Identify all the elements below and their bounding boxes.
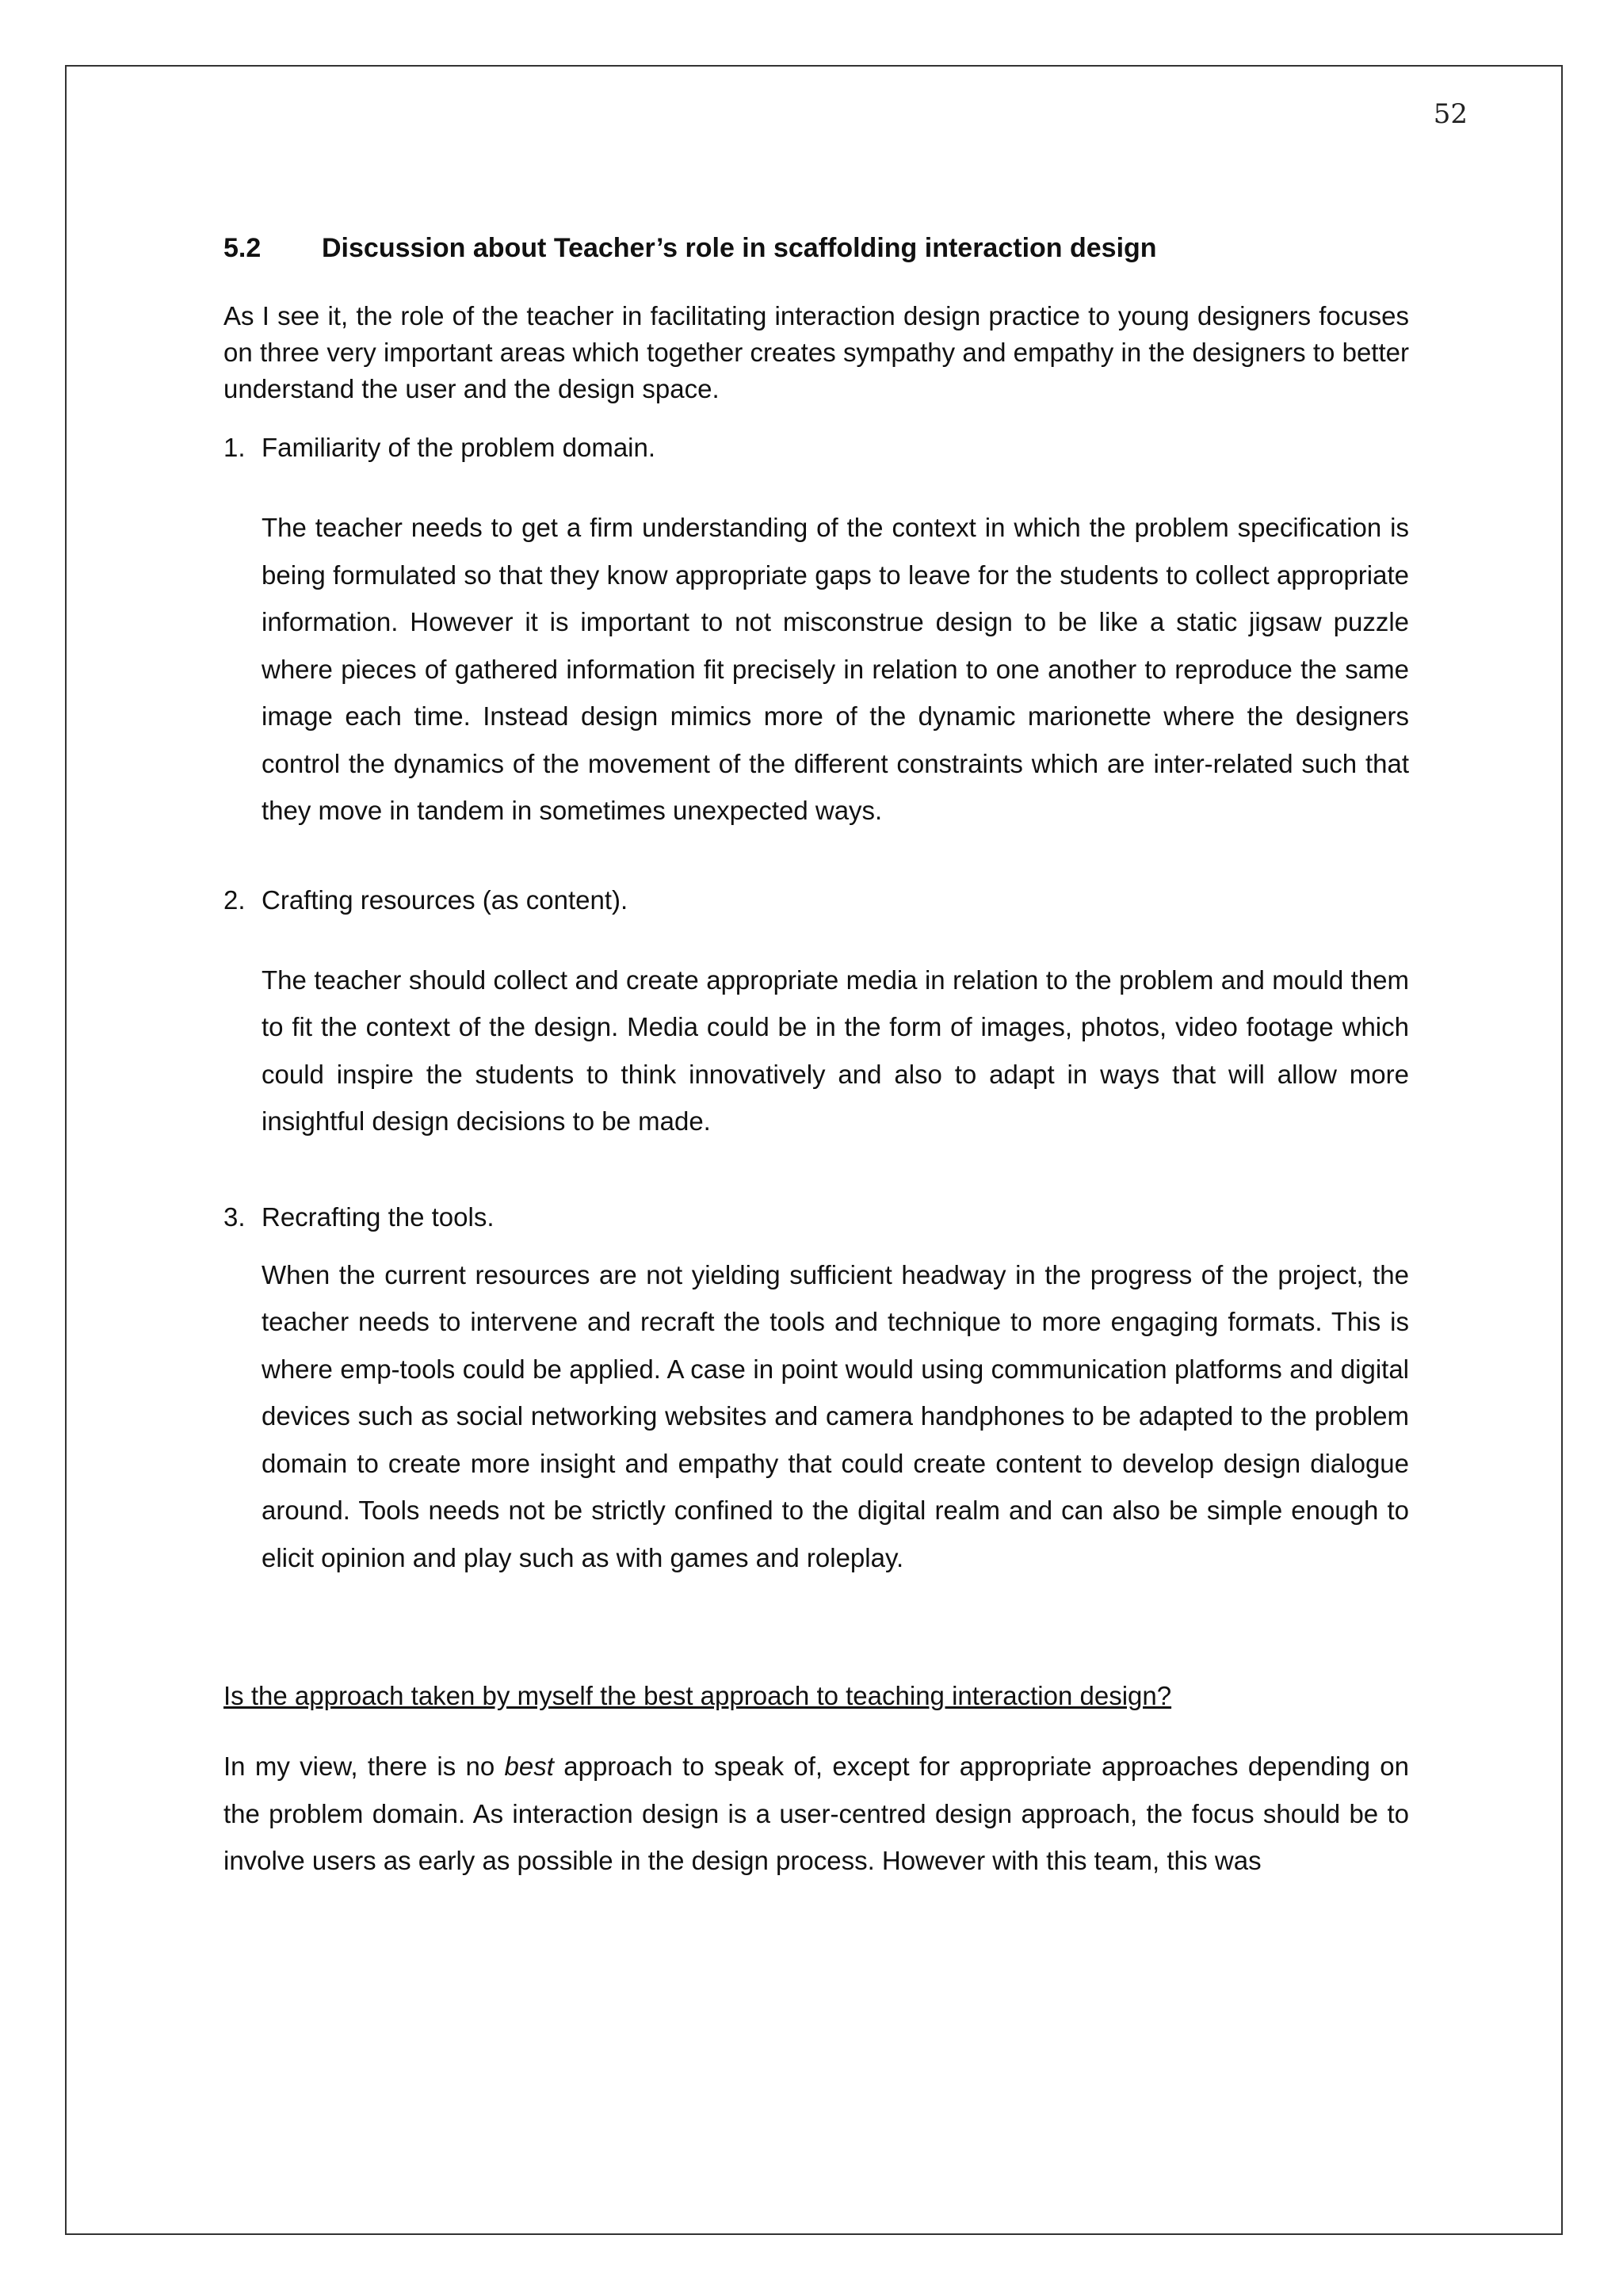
list-item-heading: Recrafting the tools. — [262, 1201, 495, 1232]
list-item-paragraph: The teacher should collect and create appropriate media in relation to the problem and mould them to fit the context of the design. Media could be in the form of images, photos, video footage which could inspire the students to think innovatively and also to adapt in ways that will allow more insightful design decisions to be made. — [262, 965, 1409, 1136]
section-title: Discussion about Teacher’s role in scaffolding interaction design — [322, 233, 1157, 263]
document-body — [223, 230, 1409, 1885]
closing-text-end: approach to speak of, except for appropriate approaches depending on the problem domain. As interaction design is a user-centred design approach, the focus should be to involve users as early as possible in the design process. However with this team, this was — [223, 1752, 1409, 1875]
list-item-number: 2. — [223, 884, 246, 915]
closing-emphasis: best — [504, 1752, 554, 1781]
page-number: 52 — [1433, 98, 1468, 130]
list-item-paragraph: The teacher needs to get a firm understanding of the context in which the problem specification is being formulated so that they know appropriate gaps to leave for the students to collect appropriate information. However it is important to not misconstrue design to be like a static jigsaw puzzle where pieces of gathered information fit precisely in relation to one another to reproduce the same image each time. Instead design mimics more of the dynamic marionette where the designers control the dynamics of the movement of the different constraints which are inter-related such that they move in tandem in sometimes unexpected ways. — [262, 513, 1409, 825]
closing-text-start: In my view, there is no — [223, 1752, 505, 1781]
intro-paragraph: As I see it, the role of the teacher in facilitating interaction design practice to young designers focuses on three very important areas which together creates sympathy and empathy in the designers to better understand the user and the design space. — [223, 301, 1409, 403]
section-heading — [223, 230, 1409, 266]
list-item-number: 1. — [223, 433, 246, 462]
list-item-body — [262, 504, 1409, 835]
list-item-paragraph: When the current resources are not yielding sufficient headway in the progress of the project, the teacher needs to intervene and recraft the tools and technique to more engaging formats. This is where emp-tools could be applied. A case in point would using communication platforms and digital devices such as social networking websites and camera handphones to be adapted to the problem domain to create more insight and empathy that could create content to develop design dialogue around. Tools needs not be strictly confined to the digital realm and can also be simple enough to elicit opinion and play such as with games and roleplay. — [262, 1259, 1409, 1572]
list-item-title — [223, 882, 1409, 919]
list-item-3 — [223, 1199, 1409, 1582]
section-number: 5.2 — [223, 233, 262, 263]
list-item-body — [262, 957, 1409, 1145]
sub-question-heading: Is the approach taken by myself the best approach to teaching interaction design? — [223, 1681, 1172, 1710]
list-item-heading: Crafting resources (as content). — [262, 884, 628, 915]
list-item-title — [223, 430, 1409, 466]
list-item-title — [223, 1199, 1409, 1236]
list-item-heading: Familiarity of the problem domain. — [262, 433, 656, 462]
list-item-body — [262, 1251, 1409, 1582]
list-item-number: 3. — [223, 1201, 246, 1232]
list-item-1 — [223, 430, 1409, 835]
list-item-2 — [223, 882, 1409, 1145]
closing-paragraph — [223, 1743, 1409, 1885]
